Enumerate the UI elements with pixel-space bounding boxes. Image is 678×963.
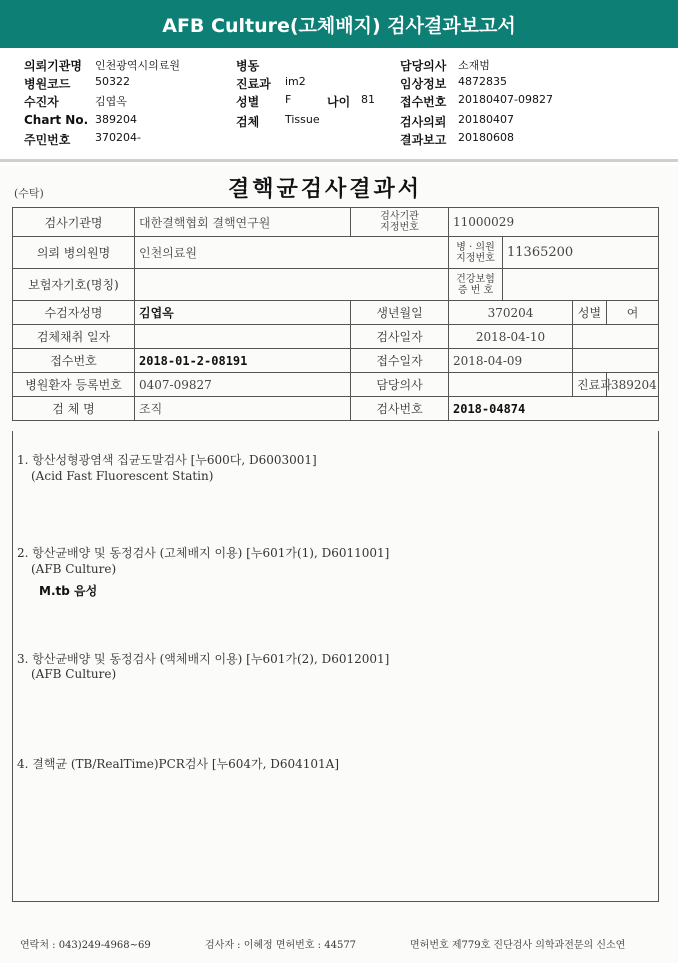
- age-value: 81: [361, 93, 375, 106]
- test-no-value: 2018-04874: [449, 397, 659, 421]
- health-no-label-2: 증 번 호: [457, 284, 494, 296]
- chart-label: Chart No.: [24, 113, 89, 127]
- reg-no-value: 0407-09827: [135, 373, 351, 397]
- clinical-label: 임상정보: [400, 77, 447, 91]
- lab-no-value: 11000029: [449, 208, 659, 237]
- rrn-value: 370204-: [95, 131, 141, 144]
- dob-value: 370204: [449, 301, 573, 325]
- result-item-4-title: 4. 결핵균 (TB/RealTime)PCR검사 [누604가, D604101A]: [17, 757, 340, 771]
- result-item-2-title: 2. 항산균배양 및 동정검사 (고체배지 이용) [누601가(1), D6011001]: [17, 546, 390, 560]
- dob-label: 생년월일: [351, 301, 449, 325]
- health-no-value: [503, 269, 659, 301]
- accession-value: 20180407-09827: [458, 93, 553, 106]
- received-tag: (수탁): [14, 187, 44, 200]
- divider: [0, 159, 678, 162]
- attending-label: 담당의사: [351, 373, 449, 397]
- recv-no-label: 접수번호: [13, 349, 135, 373]
- result-item-2-sub: (AFB Culture): [31, 562, 117, 576]
- specimen-name-value: 조직: [135, 397, 351, 421]
- hospital-code-value: 50322: [95, 75, 130, 88]
- rrn-label: 주민번호: [24, 133, 71, 147]
- req-hospital-value: 인천의료원: [135, 237, 449, 269]
- health-no-label-1: 건강보험: [456, 273, 495, 285]
- clinical-value: 4872835: [458, 75, 507, 88]
- ward-label: 병동: [236, 59, 260, 73]
- insured-value: [135, 269, 449, 301]
- report-date-label: 결과보고: [400, 133, 447, 147]
- footer-contact: 연락처 : 043)249-4968~69: [20, 940, 151, 951]
- specimen-name-label: 검 체 명: [13, 397, 135, 421]
- lab-no-label-2: 지정번호: [380, 222, 419, 233]
- lab-name-label: 검사기관명: [13, 208, 135, 237]
- request-label: 검사의뢰: [400, 115, 447, 129]
- result-item-1-title: 1. 항산성형광염색 집균도말검사 [누600다, D6003001]: [17, 453, 317, 467]
- footer-license: 면허번호 제779호 진단검사 의학과전문의 신소연: [410, 940, 626, 951]
- age-label: 나이: [327, 95, 351, 109]
- name-label: 수검자성명: [13, 301, 135, 325]
- results-box: [12, 431, 659, 902]
- recv-no-value: 2018-01-2-08191: [135, 349, 351, 373]
- name-value: 김엽옥: [135, 301, 351, 325]
- result-item-1-sub: (Acid Fast Fluorescent Statin): [31, 469, 214, 483]
- lab-name-value: 대한결핵협회 결핵연구원: [135, 208, 351, 237]
- hospital-code-label: 병원코드: [24, 77, 71, 91]
- dept-value: im2: [285, 75, 306, 88]
- dept-label-form: 진료과: [573, 373, 607, 397]
- form-table: [12, 207, 659, 421]
- sex-value-form: 여: [607, 301, 659, 325]
- sex-label: 성별: [236, 95, 260, 109]
- test-date-value: 2018-04-10: [449, 325, 573, 349]
- reg-no-label: 병원환자 등록번호: [13, 373, 135, 397]
- accession-label: 접수번호: [400, 95, 447, 109]
- result-item-3-title: 3. 항산균배양 및 동정검사 (액체배지 이용) [누601가(2), D6012001]: [17, 652, 390, 666]
- patient-label: 수진자: [24, 95, 59, 109]
- recv-date-label: 접수일자: [351, 349, 449, 373]
- result-item-2-value: M.tb 음성: [39, 584, 98, 598]
- patient-info-block: [0, 52, 678, 152]
- collect-date-value: [135, 325, 351, 349]
- footer-tester: 검사자 : 이혜정 면허번호 : 44577: [205, 940, 357, 951]
- collect-date-label: 검체채취 일자: [13, 325, 135, 349]
- report-title: AFB Culture(고체배지) 검사결과보고서: [0, 0, 678, 48]
- hosp-no-label-1: 병 · 의원: [456, 241, 495, 253]
- specimen-value: Tissue: [285, 113, 320, 126]
- doctor-value: 소재범: [458, 59, 490, 72]
- test-date-label: 검사일자: [351, 325, 449, 349]
- hospital-value: 인천광역시의료원: [95, 59, 181, 72]
- lab-no-label-1: 검사기관: [380, 211, 419, 222]
- sex-label-form: 성별: [573, 301, 607, 325]
- specimen-label: 검체: [236, 115, 260, 129]
- dept-label: 진료과: [236, 77, 271, 91]
- dept-value-form: 389204: [607, 373, 659, 397]
- hosp-no-value: 11365200: [503, 237, 659, 269]
- doctor-label: 담당의사: [400, 59, 447, 73]
- result-item-3-sub: (AFB Culture): [31, 667, 117, 681]
- form-title: 결핵균검사결과서: [228, 176, 423, 202]
- sex-value: F: [285, 93, 292, 106]
- report-date-value: 20180608: [458, 131, 514, 144]
- req-hospital-label: 의뢰 병의원명: [13, 237, 135, 269]
- attending-value: [449, 373, 573, 397]
- insured-label: 보험자기호(명칭): [13, 269, 135, 301]
- request-value: 20180407: [458, 113, 514, 126]
- test-no-label: 검사번호: [351, 397, 449, 421]
- chart-value: 389204: [95, 113, 137, 126]
- hosp-no-label-2: 지정번호: [456, 252, 495, 264]
- recv-date-value: 2018-04-09: [449, 349, 573, 373]
- hospital-label: 의뢰기관명: [24, 59, 82, 73]
- patient-value: 김엽옥: [95, 95, 127, 108]
